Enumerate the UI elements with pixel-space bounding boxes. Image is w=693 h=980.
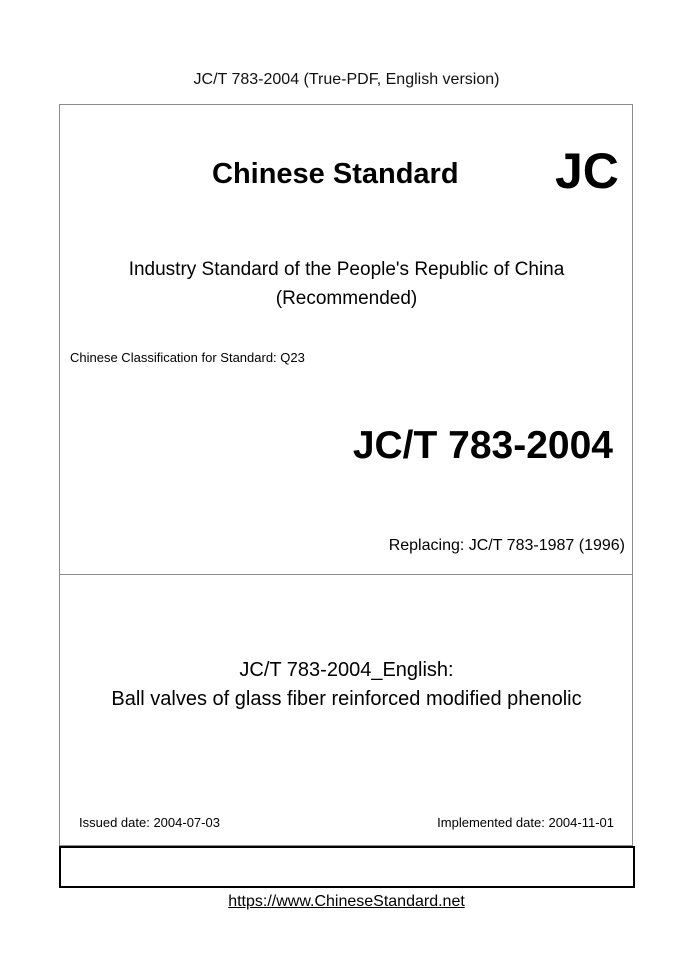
document-title-code: JC/T 783-2004_English: [239, 659, 454, 681]
recommended-line: (Recommended) [275, 288, 418, 309]
classification-text: Chinese Classification for Standard: Q23 [70, 350, 305, 365]
document-title-name: Ball valves of glass fiber reinforced modified phenolic [111, 688, 582, 710]
implemented-date: Implemented date: 2004-11-01 [437, 815, 614, 830]
industry-standard-line: Industry Standard of the People's Republic of China [128, 259, 565, 280]
standard-number: JC/T 783-2004 [352, 424, 613, 467]
document-header-line: JC/T 783-2004 (True-PDF, English version) [193, 71, 500, 88]
standard-mark: JC [555, 143, 619, 199]
replacing-text: Replacing: JC/T 783-1987 (1996) [388, 537, 625, 554]
cover-title: Chinese Standard [212, 158, 459, 190]
website-link[interactable]: https://www.ChineseStandard.net [228, 893, 465, 910]
issued-date: Issued date: 2004-07-03 [79, 815, 220, 830]
cover-bottom-frame [59, 846, 635, 888]
